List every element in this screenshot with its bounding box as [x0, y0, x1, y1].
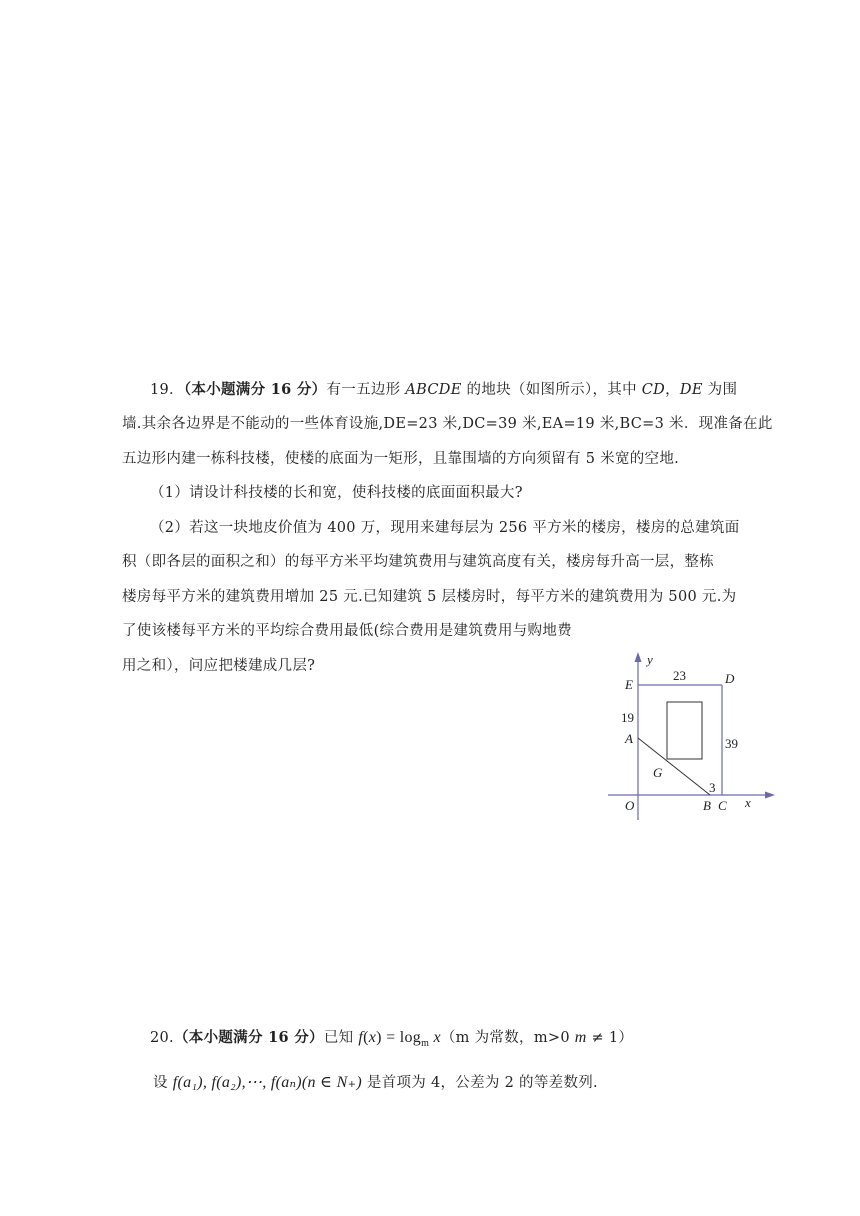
q20-text: 已知	[323, 1030, 359, 1046]
q20-neq: ≠ 1）	[586, 1030, 634, 1046]
label-E: E	[625, 677, 633, 692]
q19-line7: 楼房每平方米的建筑费用增加 25 元.已知建筑 5 层楼房时，每平方米的建筑费用为 500 元.为	[122, 589, 737, 605]
label-y: y	[647, 652, 653, 667]
q19-part1: （1）请设计科技楼的长和宽，使科技楼的底面面积最大?	[150, 485, 523, 501]
q19-text: 的地块（如图所示），其中	[461, 382, 642, 398]
boundary-AB	[638, 738, 710, 795]
q19-part2: （2）若这一块地皮价值为 400 万，现用来建每层为 256 平方米的楼房，楼房的总建筑面	[150, 520, 740, 536]
q19-text: ，	[665, 382, 680, 398]
q20-number: 20.	[150, 1030, 174, 1046]
label-B: B	[703, 798, 711, 813]
q19-line6: 积（即各层的面积之和）的每平方米平均建筑费用与建筑高度有关，楼房每升高一层，整栋	[122, 554, 714, 570]
q20-note: （m 为常数，m>0	[440, 1030, 575, 1046]
q19-line8: 了使该楼每平方米的平均综合费用最低(综合费用是建筑费用与购地费	[122, 623, 572, 639]
q20-text: 设	[153, 1075, 173, 1091]
label-3: 3	[709, 780, 716, 795]
q19-line9: 用之和），问应把楼建成几层?	[122, 658, 316, 674]
q19-text: 有一五边形	[326, 382, 406, 398]
label-39: 39	[725, 736, 738, 751]
q20-line1	[150, 1028, 633, 1054]
q20-sequence: f(a₁), f(a₂),⋯, f(aₙ)(n ∈ N₊)	[172, 1074, 362, 1091]
q20-score: （本小题满分 16 分）	[173, 1029, 324, 1046]
q19-line2: 墙.其余各边界是不能动的一些体育设施,DE=23 米,DC=39 米,EA=19 米,BC=3 米．现准备在此	[122, 416, 773, 432]
q19-de: DE	[679, 382, 703, 398]
q20-text: 是首项为 4，公差为 2 的等差数列.	[361, 1075, 598, 1091]
pentagon-figure	[600, 650, 780, 825]
label-G: G	[653, 765, 663, 780]
building-rectangle	[667, 702, 702, 759]
label-x: x	[745, 795, 751, 810]
y-axis-arrow-icon	[635, 652, 642, 662]
q19-cd: CD	[641, 382, 666, 398]
label-A: A	[625, 731, 633, 746]
label-O: O	[625, 798, 635, 813]
q20-line2	[153, 1073, 598, 1093]
q19-number: 19．	[150, 382, 184, 398]
q19-text: 为围	[702, 382, 738, 398]
label-19: 19	[621, 710, 634, 725]
q20-m: m	[574, 1029, 587, 1046]
x-axis-arrow-icon	[765, 792, 775, 799]
q19-score: （本小题满分 16 分）	[183, 381, 327, 398]
label-D: D	[725, 671, 735, 686]
label-23: 23	[673, 668, 686, 683]
q19-polygon-name: ABCDE	[405, 382, 462, 398]
q19-line3: 五边形内建一栋科技楼，使楼的底面为一矩形，且靠围墙的方向须留有 5 米宽的空地.	[122, 451, 680, 467]
q19-line1	[150, 380, 737, 400]
q20-function: $f(x) = \log_m x$	[358, 1029, 441, 1049]
label-C: C	[718, 798, 727, 813]
